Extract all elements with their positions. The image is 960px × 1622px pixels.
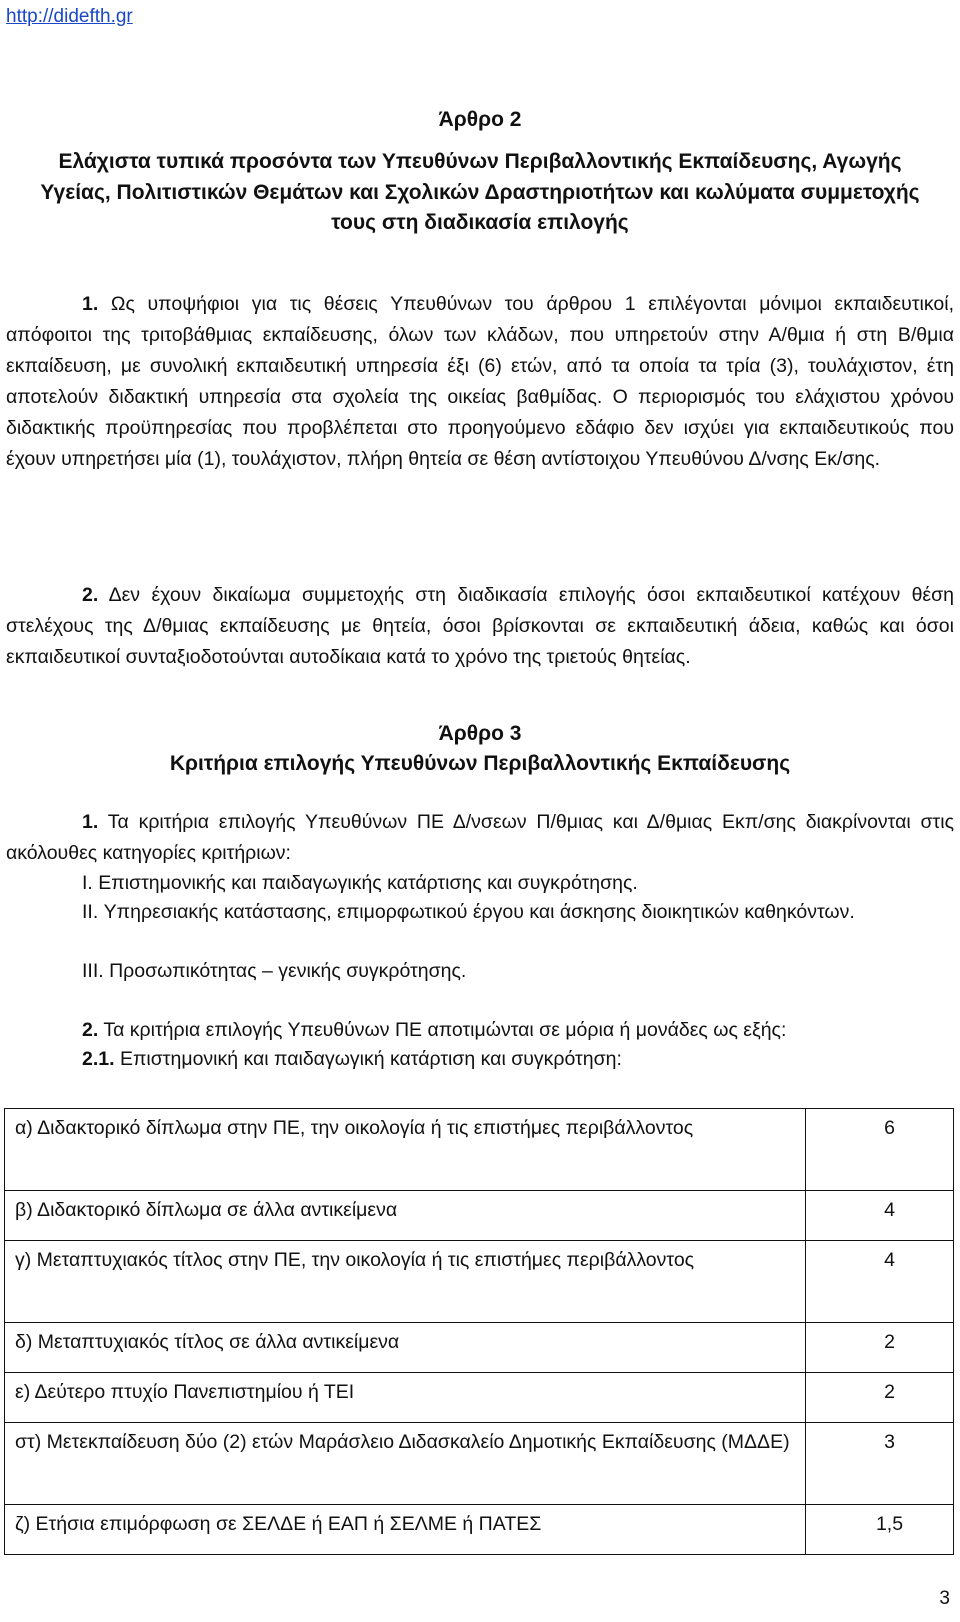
criterion-description: β) Διδακτορικό δίπλωμα σε άλλα αντικείμενα xyxy=(5,1191,806,1241)
criterion-points: 4 xyxy=(806,1191,954,1241)
paragraph-text: Ως υποψήφιοι για τις θέσεις Υπευθύνων του άρθρου 1 επιλέγονται μόνιμοι εκπαιδευτικοί, απόφοιτοι της τριτοβάθμιας εκπαίδευσης, όλων των κλάδων, που υπηρετούν στην Α/θμια ή στη Β/θμια εκπαίδευση, με συνολική εκπαιδευτική υπηρεσία έξι (6) ετών, από τα οποία τα τρία (3), τουλάχιστον, έτη αποτελούν διδακτική υπηρεσία στα σχολεία της οικείας βαθμίδας. Ο περιορισμός του ελάχιστου χρόνου διδακτικής προϋπηρεσίας που προβλέπεται στο προηγούμενο εδάφιο δεν ισχύει για εκπαιδευτικούς που έχουν υπηρετήσει μία (1), τουλάχιστον, πλήρη θητεία σε θέση αντίστοιχου Υπευθύνου Δ/νσης Εκ/σης. xyxy=(6,293,954,470)
article-2-subtitle-line-2: Υγείας, Πολιτιστικών Θεμάτων και Σχολικών Δραστηριοτήτων και κωλύματα συμμετοχής xyxy=(40,181,920,204)
criterion-description: δ) Μεταπτυχιακός τίτλος σε άλλα αντικείμενα xyxy=(5,1323,806,1373)
criterion-points: 4 xyxy=(806,1241,954,1323)
table-row xyxy=(5,1241,954,1323)
table-row xyxy=(5,1323,954,1373)
source-link[interactable]: http://didefth.gr xyxy=(6,6,133,27)
criterion-description: ε) Δεύτερο πτυχίο Πανεπιστημίου ή ΤΕΙ xyxy=(5,1373,806,1423)
criterion-description: γ) Μεταπτυχιακός τίτλος στην ΠΕ, την οικολογία ή τις επιστήμες περιβάλλοντος xyxy=(5,1241,806,1323)
paragraph-number: 1. xyxy=(82,293,99,315)
paragraph-text: Τα κριτήρια επιλογής Υπευθύνων ΠΕ αποτιμώνται σε μόρια ή μονάδες ως εξής: xyxy=(103,1019,787,1041)
criterion-points: 6 xyxy=(806,1109,954,1191)
criterion-points: 1,5 xyxy=(806,1505,954,1555)
table-row xyxy=(5,1191,954,1241)
table-row xyxy=(5,1373,954,1423)
page-number: 3 xyxy=(939,1588,950,1609)
article-3-paragraph-2-1 xyxy=(82,1044,622,1075)
table-row xyxy=(5,1505,954,1555)
paragraph-number: 2. xyxy=(82,1019,99,1041)
criteria-category-3: III. Προσωπικότητας – γενικής συγκρότησης. xyxy=(82,960,467,982)
paragraph-text: Επιστημονική και παιδαγωγική κατάρτιση και συγκρότηση: xyxy=(119,1048,622,1070)
paragraph-text: Τα κριτήρια επιλογής Υπευθύνων ΠΕ Δ/νσεων Π/θμιας και Δ/θμιας Εκπ/σης διακρίνονται στις ακόλουθες κατηγορίες κριτήριων: xyxy=(6,811,954,864)
article-2-paragraph-1 xyxy=(6,289,954,475)
article-2-subtitle-line-3: τους στη διαδικασία επιλογής xyxy=(331,211,629,234)
paragraph-number: 2.1. xyxy=(82,1048,115,1070)
article-3-paragraph-1 xyxy=(6,807,954,869)
table-row xyxy=(5,1109,954,1191)
paragraph-text: Δεν έχουν δικαίωμα συμμετοχής στη διαδικασία επιλογής όσοι εκπαιδευτικοί κατέχουν θέση στελέχους της Δ/θμιας εκπαίδευσης με θητεία, όσοι βρίσκονται σε εκπαιδευτική άδεια, καθώς και όσοι εκπαιδευτικοί συνταξιοδοτούνται αυτοδίκαια κατά το χρόνο της τριετούς θητείας. xyxy=(6,584,955,668)
paragraph-number: 2. xyxy=(82,584,99,606)
article-3-subtitle: Κριτήρια επιλογής Υπευθύνων Περιβαλλοντικής Εκπαίδευσης xyxy=(169,752,791,775)
criterion-description: στ) Μετεκπαίδευση δύο (2) ετών Μαράσλειο Διδασκαλείο Δημοτικής Εκπαίδευσης (ΜΔΔΕ) xyxy=(5,1423,806,1505)
criteria-table xyxy=(4,1108,954,1555)
article-3-title: Άρθρο 3 xyxy=(438,722,522,745)
criterion-points: 2 xyxy=(806,1373,954,1423)
paragraph-number: 1. xyxy=(82,811,99,833)
criterion-description: ζ) Ετήσια επιμόρφωση σε ΣΕΛΔΕ ή ΕΑΠ ή ΣΕΛΜΕ ή ΠΑΤΕΣ xyxy=(5,1505,806,1555)
criterion-points: 3 xyxy=(806,1423,954,1505)
article-3-paragraph-2 xyxy=(82,1015,786,1046)
criteria-category-1: I. Επιστημονικής και παιδαγωγικής κατάρτισης και συγκρότησης. xyxy=(82,872,638,894)
article-2-subtitle-line-1: Ελάχιστα τυπικά προσόντα των Υπευθύνων Περιβαλλοντικής Εκπαίδευσης, Αγωγής xyxy=(58,150,902,173)
criterion-description: α) Διδακτορικό δίπλωμα στην ΠΕ, την οικολογία ή τις επιστήμες περιβάλλοντος xyxy=(5,1109,806,1191)
criterion-points: 2 xyxy=(806,1323,954,1373)
table-row xyxy=(5,1423,954,1505)
article-2-paragraph-2 xyxy=(6,580,954,673)
criteria-category-2: II. Υπηρεσιακής κατάστασης, επιμορφωτικού έργου και άσκησης διοικητικών καθηκόντων. xyxy=(82,901,855,923)
article-2-title: Άρθρο 2 xyxy=(438,108,522,131)
